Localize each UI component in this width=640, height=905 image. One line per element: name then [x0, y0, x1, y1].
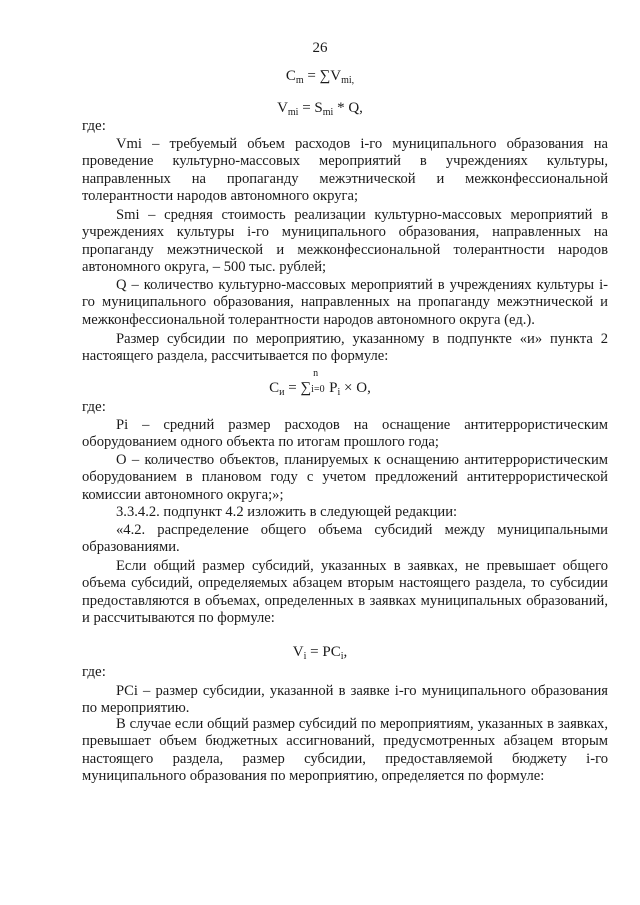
where-label-3: где: — [82, 664, 106, 680]
formula-vmi-mid-sub: mi — [322, 107, 334, 118]
formula-ci-sum-sub: i=0 — [311, 384, 325, 395]
formula-cm-rhs-sub: mi, — [341, 75, 355, 86]
formula-vmi-lhs: V — [277, 100, 288, 116]
formula-ci-eq: = ∑ — [284, 380, 312, 396]
formula-vmi-eq: = S — [298, 100, 323, 116]
excess-paragraph: В случае если общий размер субсидий по мероприятиям, указанных в заявках, превышает объем бюджетных ассигнований, предусмотренных абзацем вторым настоящего раздела, размер субсидии, предоставляемой бюджету i-го муниципального образования по мероприятию, определяется по формуле: — [82, 716, 608, 785]
formula-vmi-lhs-sub: mi — [287, 107, 299, 118]
formula-vi-eq: = PC — [306, 644, 341, 660]
formula-cm-lhs: C — [285, 68, 296, 84]
formula-vi-tail: , — [343, 644, 348, 660]
formula-vmi — [0, 100, 640, 118]
formula-vi-lhs-sub: i — [303, 651, 307, 662]
formula-ci — [0, 368, 640, 398]
formula-ci-tail: × O, — [340, 380, 371, 396]
formula-ci-lhs-sub: и — [279, 387, 285, 398]
definition-pci: PCi – размер субсидии, указанной в заявке i-го муниципального образования по мероприятию. — [82, 683, 608, 717]
definition-vmi: Vmi – требуемый объем расходов i-го муниципального образования на проведение культурно-массовых мероприятий в учреждениях культуры, направленных на пропаганду межэтнической и межконфессиональной толерантности народов автономного округа; — [82, 136, 608, 205]
formula-cm-lhs-sub: m — [295, 75, 304, 86]
formula-cm-eq: = ∑V — [303, 68, 342, 84]
page-number: 26 — [312, 40, 328, 56]
where-label: где: — [82, 118, 106, 134]
formula-ci-lhs: C — [269, 380, 280, 396]
formula-ci-sum-sup: n — [313, 368, 319, 379]
formula-ci-rest-sub: i — [337, 387, 341, 398]
definition-q: Q – количество культурно-массовых мероприятий в учреждениях культуры i-го муниципального образования, направленных на пропаганду межэтнической и межконфессиональной толерантности народов автономного округа (ед.). — [82, 277, 608, 328]
formula-vi-rhs-sub: i — [340, 651, 344, 662]
definition-pi: Pi – средний размер расходов на оснащение антитеррористическим оборудованием одного объекта по итогам прошлого года; — [82, 417, 608, 451]
formula-vmi-rest: * Q, — [333, 100, 363, 116]
subsidy-paragraph: Размер субсидии по мероприятию, указанному в подпункте «и» пункта 2 настоящего раздела, рассчитывается по формуле: — [82, 331, 608, 365]
definition-o: O – количество объектов, планируемых к оснащению антитеррористическим оборудованием в плановом году с учетом предложений антитеррористической комиссии автономного округа;»; — [82, 452, 608, 503]
formula-ci-limits — [311, 368, 329, 395]
where-label-2: где: — [82, 399, 106, 415]
formula-vi-lhs: V — [292, 644, 304, 660]
amendment-paragraph: 3.3.4.2. подпункт 4.2 изложить в следующей редакции: — [116, 504, 458, 520]
formula-ci-rest: P — [329, 380, 338, 396]
formula-cm — [0, 68, 640, 86]
distribution-paragraph: Если общий размер субсидий, указанных в заявках, не превышает общего объема субсидий, определяемых абзацем вторым настоящего раздела, то субсидии предоставляются в объемах, определенных в заявках муниципальных образований, и рассчитываются по формуле: — [82, 558, 608, 627]
formula-vi — [0, 644, 640, 662]
definition-smi: Smi – средняя стоимость реализации культурно-массовых мероприятий в учреждениях культуры i-го муниципального образования, направленных на пропаганду межэтнической и межконфессиональной толерантности народов автономного округа, – 500 тыс. рублей; — [82, 207, 608, 276]
section-4-2-paragraph: «4.2. распределение общего объема субсидий между муниципальными образованиями. — [82, 522, 608, 556]
